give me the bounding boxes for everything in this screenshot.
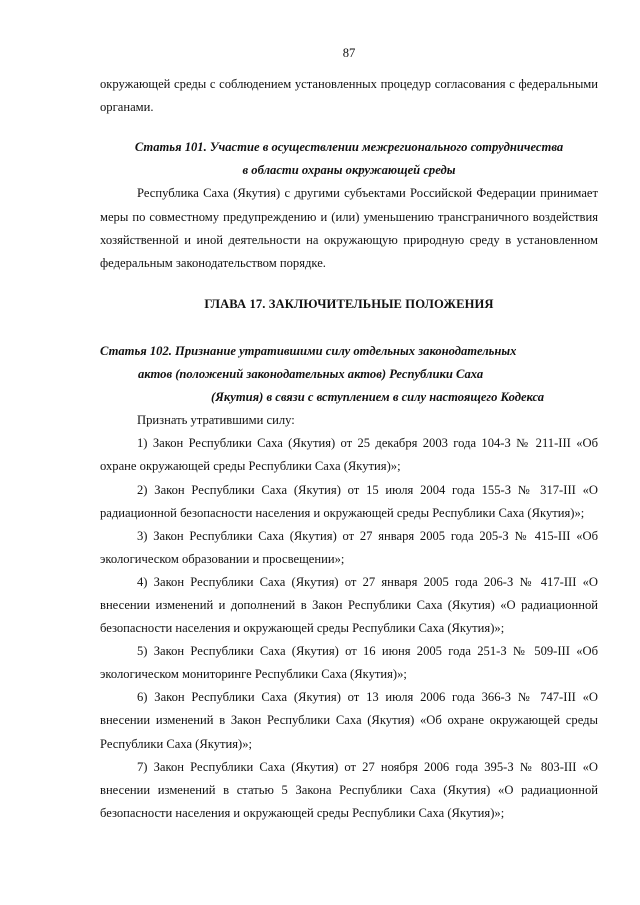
list-item-6: 6) Закон Республики Саха (Якутия) от 13 июля 2006 года 366-З № 747-III «О внесении изменений в Закон Республики Саха (Якутия) «Об охране окружающей среды Республики Саха (Якутия)»; [100,690,598,751]
list-item-1: 1) Закон Республики Саха (Якутия) от 25 декабря 2003 года 104-З № 211-III «Об охране окружающей среды Республики Саха (Якутия)»; [100,436,598,474]
article-101-title-line1: Статья 101. Участие в осуществлении межрегионального сотрудничества [134,140,564,155]
article-102-lead: Признать утратившими силу: [137,413,295,428]
article-102-title-line1: Статья 102. Признание утратившими силу отдельных законодательных [100,343,517,358]
article-101-heading [100,136,598,182]
intro-paragraph: окружающей среды с соблюдением установленных процедур согласования с федеральными органами. [100,77,598,115]
list-item-4: 4) Закон Республики Саха (Якутия) от 27 января 2005 года 206-З № 417-III «О внесении изменений и дополнений в Закон Республики Саха (Якутия) «О радиационной безопасности населения и окружающей среды Республики Саха (Якутия)»; [100,574,598,636]
list-item-7: 7) Закон Республики Саха (Якутия) от 27 ноября 2006 года 395-З № 803-III «О внесении изменений в статью 5 Закона Республики Саха (Якутия) «О радиационной безопасности населения и окружающей среды Республики Саха (Якутия)»; [100,759,598,820]
page-number: 87 [342,46,356,60]
article-102-heading [100,340,598,409]
list-item-5: 5) Закон Республики Саха (Якутия) от 16 июня 2005 года 251-З № 509-III «Об экологическом мониторинге Республики Саха (Якутия)»; [100,644,598,682]
article-101-body: Республика Саха (Якутия) с другими субъектами Российской Федерации принимает меры по совместному предупреждению и (или) уменьшению трансграничного воздействия хозяйственной и иной деятельности на окружающую природную среду в установленном федеральным законодательством порядке. [100,186,598,270]
chapter-17-heading: ГЛАВА 17. ЗАКЛЮЧИТЕЛЬНЫЕ ПОЛОЖЕНИЯ [204,296,494,311]
list-item-3: 3) Закон Республики Саха (Якутия) от 27 января 2005 года 205-З № 415-III «Об экологическом образовании и просвещении»; [100,528,598,566]
article-102-title-line3: (Якутия) в связи с вступлением в силу настоящего Кодекса [211,390,545,405]
article-101-title-line2: в области охраны окружающей среды [242,163,456,178]
article-102-title-line2: актов (положений законодательных актов) Республики Саха [138,367,484,382]
list-item-2: 2) Закон Республики Саха (Якутия) от 15 июля 2004 года 155-З № 317-III «О радиационной безопасности населения и окружающей среды Республики Саха (Якутия)»; [100,482,598,520]
